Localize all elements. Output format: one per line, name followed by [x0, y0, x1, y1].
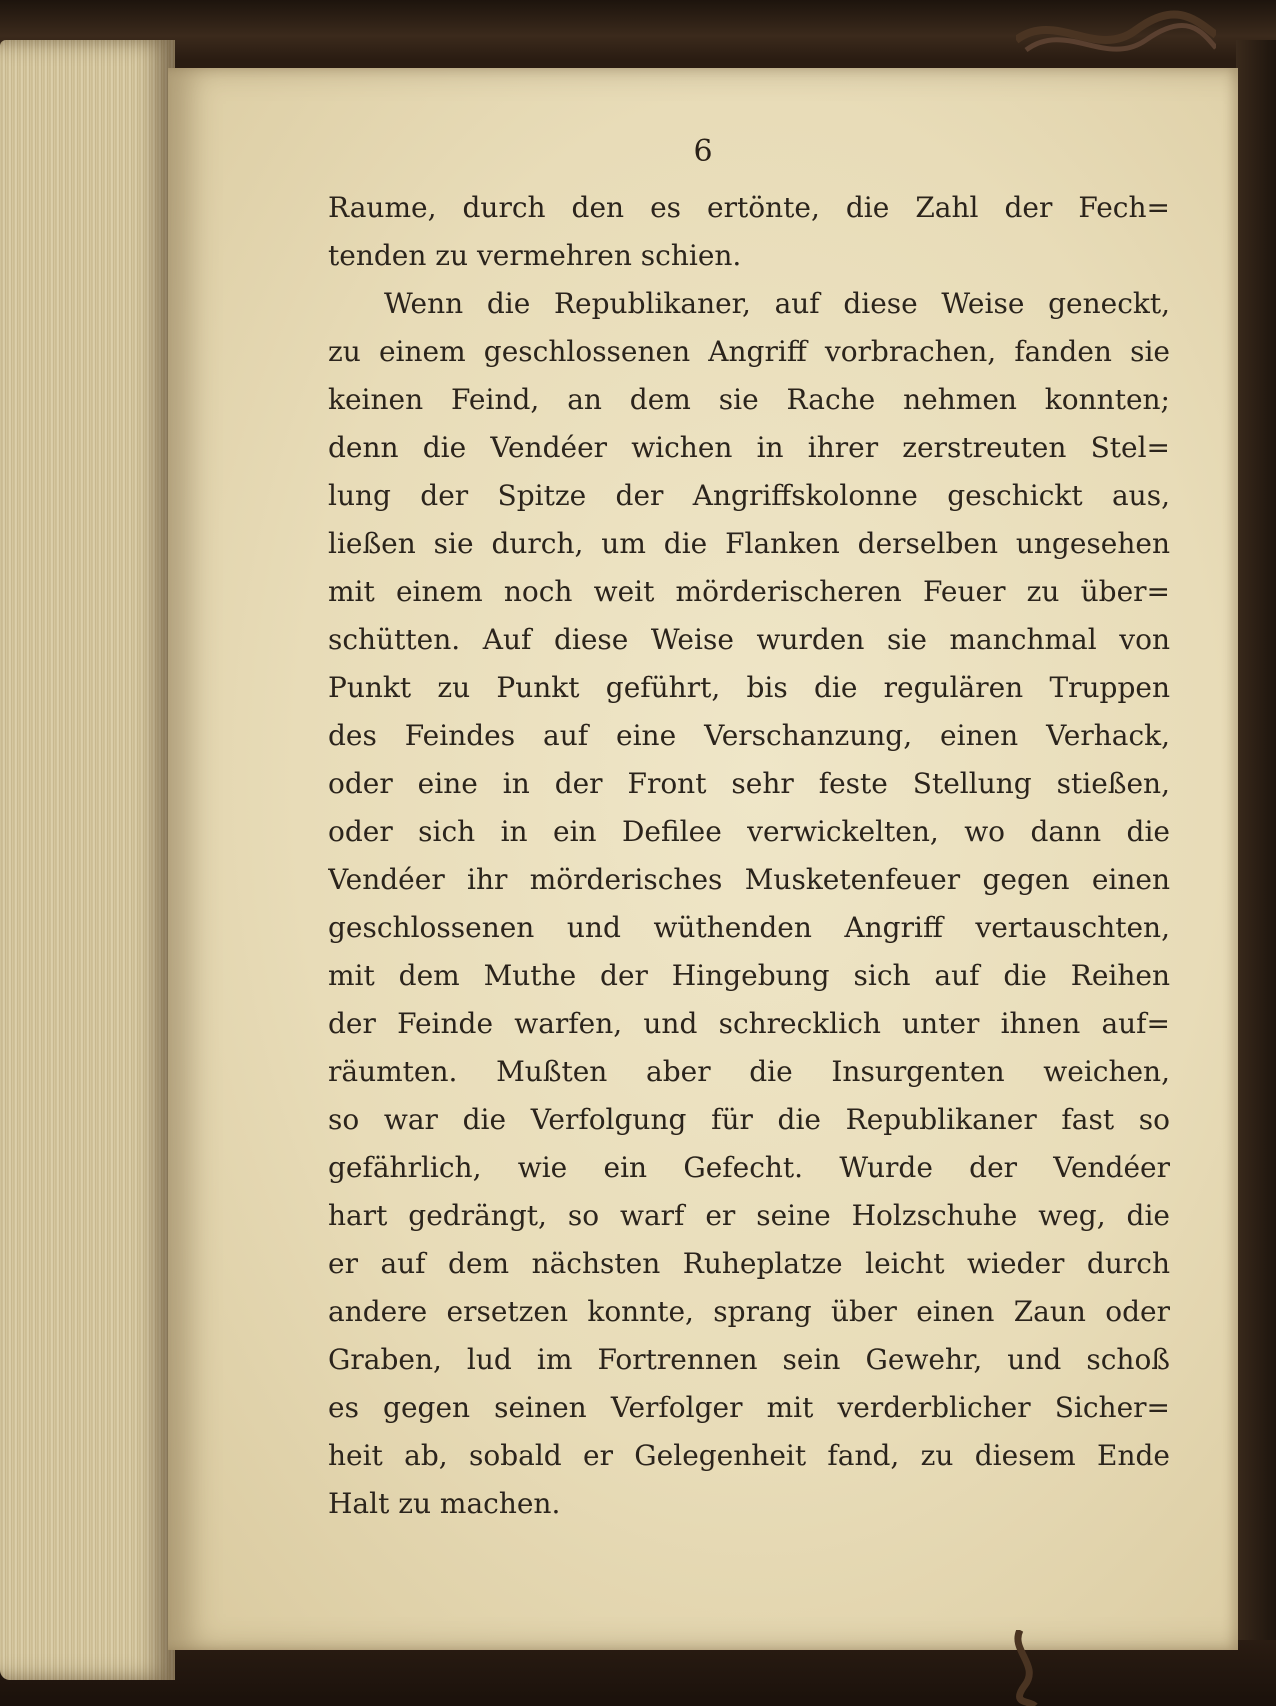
text-line: Punkt zu Punkt geführt, bis die regulären Truppen — [328, 671, 1170, 704]
text-line: zu einem geschlossenen Angriff vorbrachen, fanden sie — [328, 335, 1170, 368]
text-line: er auf dem nächsten Ruheplatze leicht wieder durch — [328, 1247, 1170, 1280]
text-line: gefährlich, wie ein Gefecht. Wurde der Vendéer — [328, 1151, 1170, 1184]
text-line: oder eine in der Front sehr feste Stellung stießen, — [328, 767, 1170, 800]
text-line: schütten. Auf diese Weise wurden sie manchmal von — [328, 623, 1170, 656]
text-line: hart gedrängt, so warf er seine Holzschuhe weg, die — [328, 1199, 1170, 1232]
text-line: Raume, durch den es ertönte, die Zahl der Fech= — [328, 191, 1170, 224]
book-cover-right — [1236, 40, 1276, 1660]
text-line: oder sich in ein Defilee verwickelten, wo dann die — [328, 815, 1170, 848]
text-line: mit einem noch weit mörderischeren Feuer zu über= — [328, 575, 1170, 608]
text-line: des Feindes auf eine Verschanzung, einen Verhack, — [328, 719, 1170, 752]
text-line: ließen sie durch, um die Flanken derselben ungesehen — [328, 527, 1170, 560]
text-line: tenden zu vermehren schien. — [328, 239, 742, 272]
book-page — [168, 68, 1238, 1650]
text-line: Graben, lud im Fortrennen sein Gewehr, und schoß — [328, 1343, 1170, 1376]
text-line: geschlossenen und wüthenden Angriff vertauschten, — [328, 911, 1170, 944]
bookmark-string-icon — [1016, 0, 1216, 70]
text-line: es gegen seinen Verfolger mit verderblicher Sicher= — [328, 1391, 1170, 1424]
text-line: Halt zu machen. — [328, 1487, 561, 1520]
bookmark-string-bottom-icon — [1000, 1630, 1060, 1706]
text-line: mit dem Muthe der Hingebung sich auf die Reihen — [328, 959, 1170, 992]
text-line: der Feinde warfen, und schrecklich unter ihnen auf= — [328, 1007, 1170, 1040]
text-line: heit ab, sobald er Gelegenheit fand, zu diesem Ende — [328, 1439, 1170, 1472]
text-line: keinen Feind, an dem sie Rache nehmen konnten; — [328, 383, 1170, 416]
body-text — [328, 184, 1170, 1528]
text-line: Vendéer ihr mörderisches Musketenfeuer gegen einen — [328, 863, 1170, 896]
text-line: denn die Vendéer wichen in ihrer zerstreuten Stel= — [328, 431, 1170, 464]
text-line: räumten. Mußten aber die Insurgenten weichen, — [328, 1055, 1170, 1088]
page-number: 6 — [693, 134, 713, 169]
text-line: so war die Verfolgung für die Republikaner fast so — [328, 1103, 1170, 1136]
text-line: andere ersetzen konnte, sprang über einen Zaun oder — [328, 1295, 1170, 1328]
book-page-edges — [0, 40, 175, 1680]
text-line: Wenn die Republikaner, auf diese Weise geneckt, — [384, 287, 1170, 320]
text-line: lung der Spitze der Angriffskolonne geschickt aus, — [328, 479, 1170, 512]
